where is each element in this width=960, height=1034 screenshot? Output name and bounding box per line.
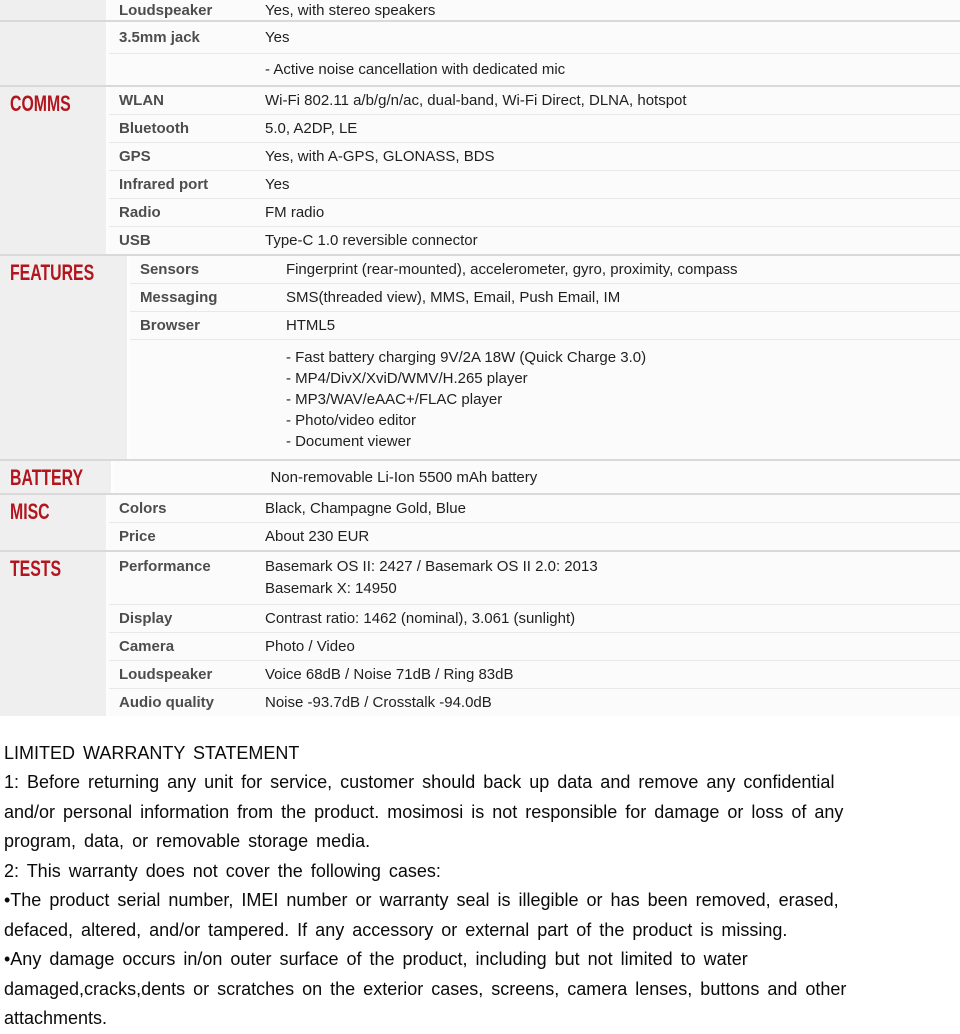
field-label: GPS	[119, 148, 151, 165]
spec-row	[109, 604, 960, 632]
field-label	[130, 347, 286, 452]
warranty-line: damaged,cracks,dents or scratches on the exterior cases, screens, camera lenses, buttons and other	[4, 978, 847, 999]
spec-row	[130, 311, 960, 339]
value-line: 5.0, A2DP, LE	[265, 120, 358, 137]
spec-section	[0, 459, 960, 493]
field-label: Browser	[139, 317, 200, 334]
value-line: Yes, with stereo speakers	[265, 2, 436, 19]
value-line: Contrast ratio: 1462 (nominal), 3.061 (sunlight)	[265, 610, 576, 627]
spec-row	[109, 688, 960, 716]
section-label-column	[0, 461, 114, 493]
spec-row	[109, 226, 960, 254]
value-line: - Active noise cancellation with dedicated mic	[265, 61, 566, 78]
spec-section	[0, 0, 960, 20]
field-label: Camera	[119, 638, 175, 655]
field-value	[265, 230, 960, 251]
section-label-column	[0, 22, 109, 85]
spec-row	[109, 53, 960, 85]
section-rows	[109, 0, 960, 20]
field-value	[286, 347, 960, 452]
spec-section	[0, 254, 960, 459]
warranty-line: defaced, altered, and/or tampered. If any accessory or external part of the product is missing.	[4, 919, 788, 940]
field-label: Display	[119, 610, 173, 627]
field-label: Loudspeaker	[119, 666, 213, 683]
spec-section	[0, 550, 960, 716]
value-line: Voice 68dB / Noise 71dB / Ring 83dB	[265, 666, 514, 683]
spec-row	[109, 142, 960, 170]
field-label: Radio	[119, 204, 161, 221]
field-label: Colors	[119, 500, 167, 517]
field-value	[265, 636, 960, 657]
field-label: USB	[119, 232, 151, 249]
spec-row	[109, 22, 960, 53]
field-value	[265, 27, 960, 48]
value-line: Yes	[265, 29, 290, 46]
section-rows	[109, 495, 960, 550]
spec-row	[109, 114, 960, 142]
spec-row	[130, 283, 960, 311]
warranty-line: •Any damage occurs in/on outer surface of the product, including but not limited to water	[4, 949, 748, 969]
field-label: 3.5mm jack	[119, 29, 200, 46]
section-rows	[109, 552, 960, 716]
field-label: Bluetooth	[119, 120, 189, 137]
value-line: Type-C 1.0 reversible connector	[265, 232, 478, 249]
warranty-line: program, data, or removable storage media.	[4, 831, 371, 851]
value-line: SMS(threaded view), MMS, Email, Push Email, IM	[285, 289, 621, 306]
value-line: FM radio	[265, 204, 325, 221]
field-label: Sensors	[139, 261, 200, 278]
section-label: TESTS	[10, 556, 62, 581]
field-value	[286, 287, 960, 308]
spec-row	[109, 660, 960, 688]
spec-section	[0, 493, 960, 550]
value-line: Yes, with A-GPS, GLONASS, BDS	[265, 148, 495, 165]
field-label: Loudspeaker	[119, 2, 213, 19]
field-label: Messaging	[139, 289, 218, 306]
warranty-text	[4, 768, 956, 1034]
warranty-line: and/or personal information from the product. mosimosi is not responsible for damage or loss of any	[4, 801, 844, 822]
field-value	[265, 146, 960, 167]
field-value	[265, 118, 960, 139]
value-line: - Photo/video editor	[285, 412, 417, 429]
value-line: Noise -93.7dB / Crosstalk -94.0dB	[265, 694, 492, 711]
spec-row	[109, 632, 960, 660]
section-label-column	[0, 495, 109, 550]
spec-section	[0, 20, 960, 85]
section-label-column	[0, 256, 130, 459]
field-label: Infrared port	[119, 176, 209, 193]
section-rows	[114, 461, 960, 493]
section-label: FEATURES	[10, 260, 95, 285]
field-value	[265, 526, 960, 547]
field-value	[265, 664, 960, 685]
value-line: Non-removable Li-Ion 5500 mAh battery	[270, 468, 538, 486]
value-line: About 230 EUR	[265, 528, 370, 545]
section-label-column	[0, 87, 109, 254]
section-rows	[130, 256, 960, 459]
value-line: Photo / Video	[265, 638, 355, 655]
section-label: BATTERY	[10, 465, 84, 490]
value-line: HTML5	[285, 317, 336, 334]
value-line: - Document viewer	[285, 433, 411, 450]
field-value	[265, 498, 960, 519]
field-value	[265, 59, 960, 80]
spec-row	[109, 0, 960, 20]
warranty-line: 2: This warranty does not cover the following cases:	[4, 860, 441, 881]
section-label-column	[0, 0, 109, 20]
warranty-section	[0, 716, 960, 1034]
field-label: Price	[119, 528, 156, 545]
field-value	[270, 467, 960, 488]
field-value	[265, 692, 960, 713]
warranty-line: •The product serial number, IMEI number or warranty seal is illegible or has been removed, erased,	[4, 890, 839, 910]
field-value	[286, 259, 960, 280]
spec-row	[109, 495, 960, 522]
spec-row	[109, 87, 960, 114]
spec-row	[130, 256, 960, 283]
field-value	[286, 315, 960, 336]
section-label: MISC	[10, 499, 50, 524]
field-value	[265, 90, 960, 111]
value-line: Yes	[265, 176, 290, 193]
section-rows	[109, 22, 960, 85]
spec-row	[109, 552, 960, 604]
value-line: Fingerprint (rear-mounted), accelerometer, gyro, proximity, compass	[285, 261, 738, 278]
spec-row	[130, 339, 960, 459]
value-line: - Fast battery charging 9V/2A 18W (Quick Charge 3.0)	[285, 349, 647, 366]
field-value	[265, 174, 960, 195]
value-line: Basemark X: 14950	[265, 580, 397, 597]
section-label: COMMS	[10, 91, 71, 116]
field-label: WLAN	[119, 92, 164, 109]
spec-section	[0, 85, 960, 254]
warranty-line: 1: Before returning any unit for service, customer should back up data and remove any confidential	[4, 772, 835, 792]
value-line: Black, Champagne Gold, Blue	[265, 500, 466, 517]
field-label: Audio quality	[119, 694, 214, 711]
field-value	[265, 608, 960, 629]
warranty-title: LIMITED WARRANTY STATEMENT	[4, 743, 300, 763]
spec-row	[109, 198, 960, 226]
field-label	[114, 467, 270, 488]
field-label	[109, 59, 265, 80]
spec-row	[114, 461, 960, 493]
value-line: - MP4/DivX/XviD/WMV/H.265 player	[285, 370, 528, 387]
spec-row	[109, 170, 960, 198]
spec-row	[109, 522, 960, 550]
section-label-column	[0, 552, 109, 716]
field-label: Performance	[119, 558, 211, 575]
field-value	[265, 556, 960, 600]
value-line: - MP3/WAV/eAAC+/FLAC player	[285, 391, 503, 408]
section-rows	[109, 87, 960, 254]
field-value	[265, 0, 960, 20]
value-line: Wi-Fi 802.11 a/b/g/n/ac, dual-band, Wi-Fi Direct, DLNA, hotspot	[265, 92, 687, 109]
value-line: Basemark OS II: 2427 / Basemark OS II 2.0: 2013	[265, 558, 598, 575]
warranty-line: attachments.	[4, 1008, 108, 1028]
field-value	[265, 202, 960, 223]
